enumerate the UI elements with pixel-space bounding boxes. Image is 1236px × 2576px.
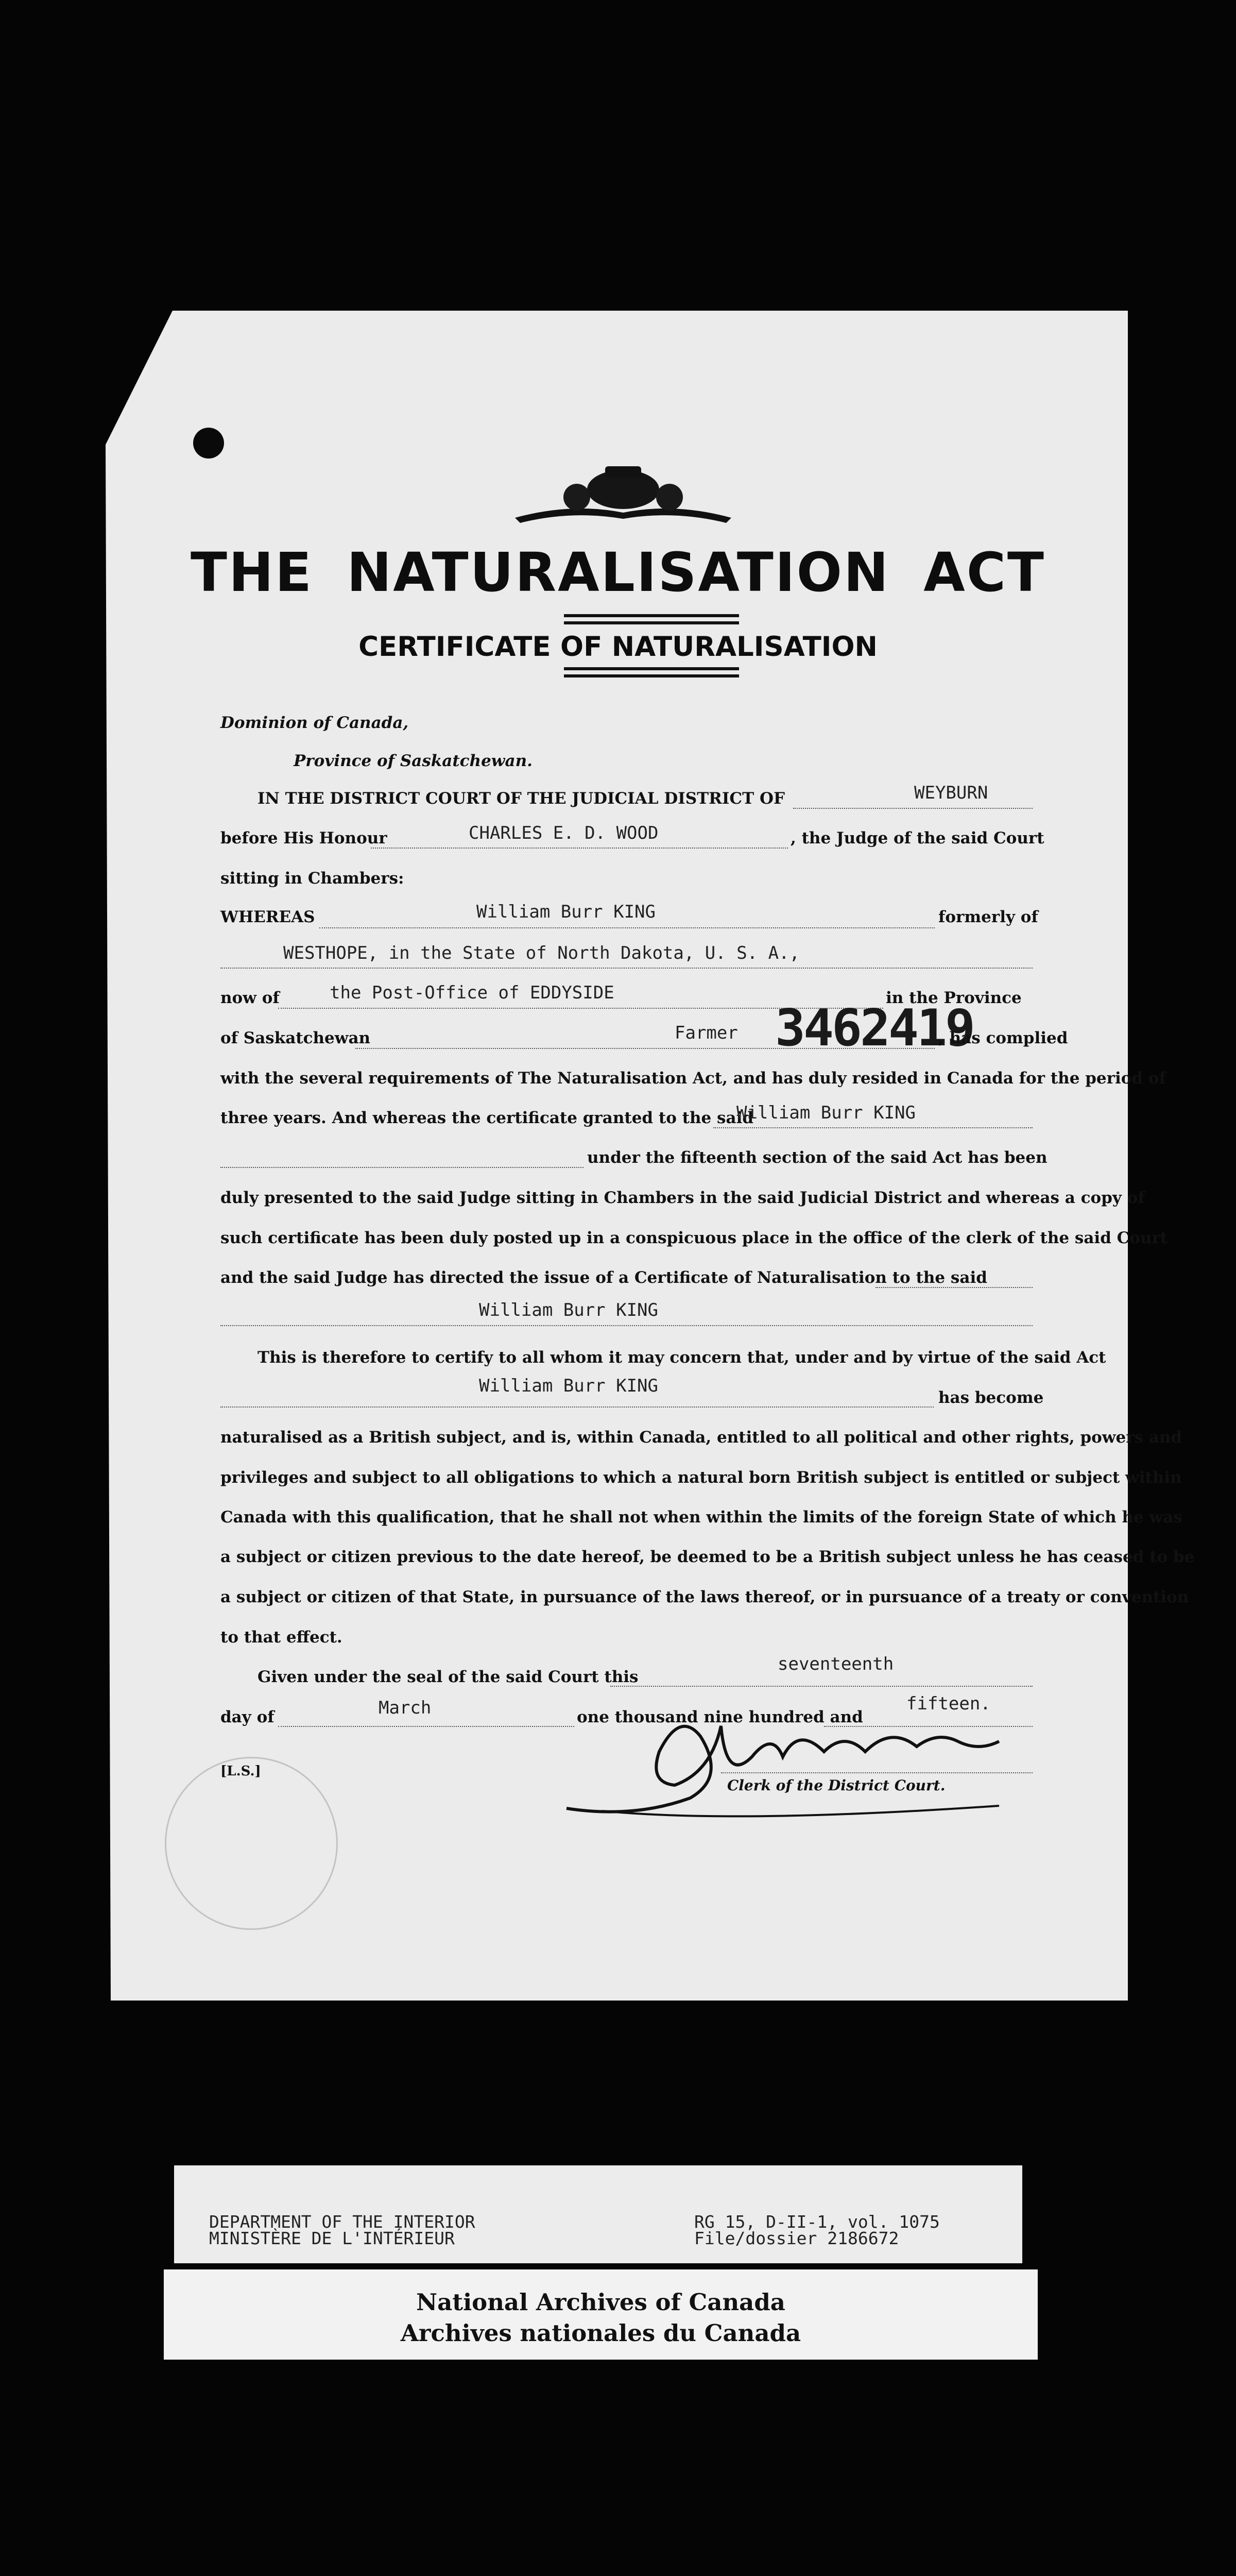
occupation-value: Farmer [675, 1023, 738, 1043]
province-text: Province of Saskatchewan. [294, 752, 533, 770]
day-of-text: day of [220, 1708, 274, 1726]
subject-line: a subject or citizen previous to the date hereof, be deemed to be a British subject unless he has ceased to be [220, 1548, 1195, 1566]
fifteenth-line: under the fifteenth section of the said Act has been [587, 1148, 1048, 1167]
name-value-4: William Burr KING [479, 1376, 658, 1396]
given-line: Given under the seal of the said Court this [258, 1668, 639, 1686]
archives-en: National Archives of Canada [416, 2289, 785, 2316]
subtitle-rule [564, 667, 739, 670]
name-value: William Burr KING [476, 902, 656, 922]
formerly-value: WESTHOPE, in the State of North Dakota, U. S. A., [283, 943, 800, 963]
dept-en: DEPARTMENT OF THE INTERIOR [209, 2212, 475, 2232]
document-title: THE NATURALISATION ACT [191, 541, 1045, 604]
archive-ref: RG 15, D-II-1, vol. 1075 [694, 2212, 940, 2232]
requirements-line: with the several requirements of The Naturalisation Act, and has duly resided in Canada for the period of [220, 1069, 1166, 1088]
district-line: IN THE DISTRICT COURT OF THE JUDICIAL DISTRICT OF [258, 789, 785, 808]
in-province-text: in the Province [886, 989, 1022, 1007]
sitting-text: sitting in Chambers: [220, 869, 404, 888]
clerk-title: Clerk of the District Court. [727, 1777, 946, 1794]
saskatchewan-text: of Saskatchewan [220, 1029, 371, 1047]
royal-crest-icon [510, 461, 736, 528]
archive-file: File/dossier 2186672 [694, 2228, 899, 2248]
formerly-text: formerly of [938, 908, 1038, 926]
certify-line: This is therefore to certify to all whom it may concern that, under and by virtue of the said Act [258, 1348, 1106, 1367]
fill-line [713, 1127, 1033, 1128]
effect-line: to that effect. [220, 1628, 342, 1647]
name-value-3: William Burr KING [479, 1300, 658, 1320]
year-value: fifteen. [906, 1693, 991, 1714]
now-value: the Post-Office of EDDYSIDE [330, 982, 614, 1003]
fill-line [220, 1167, 583, 1168]
district-value: WEYBURN [914, 783, 988, 803]
fill-line [278, 1726, 574, 1727]
fill-line [876, 1287, 1033, 1288]
court-seal [165, 1757, 338, 1930]
presented-line: duly presented to the said Judge sitting in Chambers in the said Judicial District and whereas a copy of [220, 1189, 1145, 1207]
dept-fr: MINISTÈRE DE L'INTÉRIEUR [209, 2228, 455, 2248]
month-value: March [379, 1698, 432, 1718]
fill-line [220, 1325, 1033, 1326]
complied-text: , has complied [938, 1029, 1068, 1047]
directed-line: and the said Judge has directed the issue of a Certificate of Naturalisation to the said [220, 1268, 987, 1287]
british-line: naturalised as a British subject, and is, within Canada, entitled to all political and other rights, powers and [220, 1428, 1182, 1447]
fill-line [371, 848, 788, 849]
subtitle-rule [564, 674, 739, 677]
name-value-2: William Burr KING [736, 1103, 916, 1123]
archive-reference-label [174, 2165, 1022, 2263]
whereas-text: WHEREAS [220, 908, 315, 926]
three-years-line: three years. And whereas the certificate granted to the said [220, 1109, 754, 1127]
ls-mark: [L.S.] [220, 1764, 261, 1779]
title-rule [564, 621, 739, 624]
one-thousand-text: one thousand nine hundred and [577, 1708, 863, 1726]
day-value: seventeenth [778, 1654, 894, 1674]
fill-line [793, 808, 1033, 809]
punch-hole [193, 428, 224, 459]
judge-suffix: , the Judge of the said Court [791, 829, 1044, 848]
fill-line [610, 1686, 1033, 1687]
now-of-text: now of [220, 989, 280, 1007]
canada-line: Canada with this qualification, that he shall not when within the limits of the foreign State of which he was [220, 1508, 1182, 1527]
archives-name-label [164, 2269, 1038, 2360]
fill-line [220, 1406, 934, 1408]
dominion-text: Dominion of Canada, [220, 714, 409, 732]
certificate-number: 3462419 [775, 999, 974, 1058]
judge-value: CHARLES E. D. WOOD [469, 823, 659, 843]
has-become-text: has become [938, 1388, 1044, 1407]
posted-line: such certificate has been duly posted up in a conspicuous place in the office of the clerk of the said Court [220, 1229, 1168, 1247]
archives-fr: Archives nationales du Canada [400, 2319, 801, 2347]
pursuance-line: a subject or citizen of that State, in pursuance of the laws thereof, or in pursuance of a treaty or convention [220, 1588, 1189, 1606]
signature-line [721, 1772, 1033, 1773]
title-rule [564, 614, 739, 617]
document-subtitle: CERTIFICATE OF NATURALISATION [358, 631, 878, 663]
privileges-line: privileges and subject to all obligations to which a natural born British subject is entitled or subject within [220, 1468, 1182, 1487]
before-honour-text: before His Honour [220, 829, 387, 848]
fill-line [319, 927, 935, 928]
fill-line [220, 968, 1033, 969]
clerk-signature [556, 1695, 1020, 1824]
